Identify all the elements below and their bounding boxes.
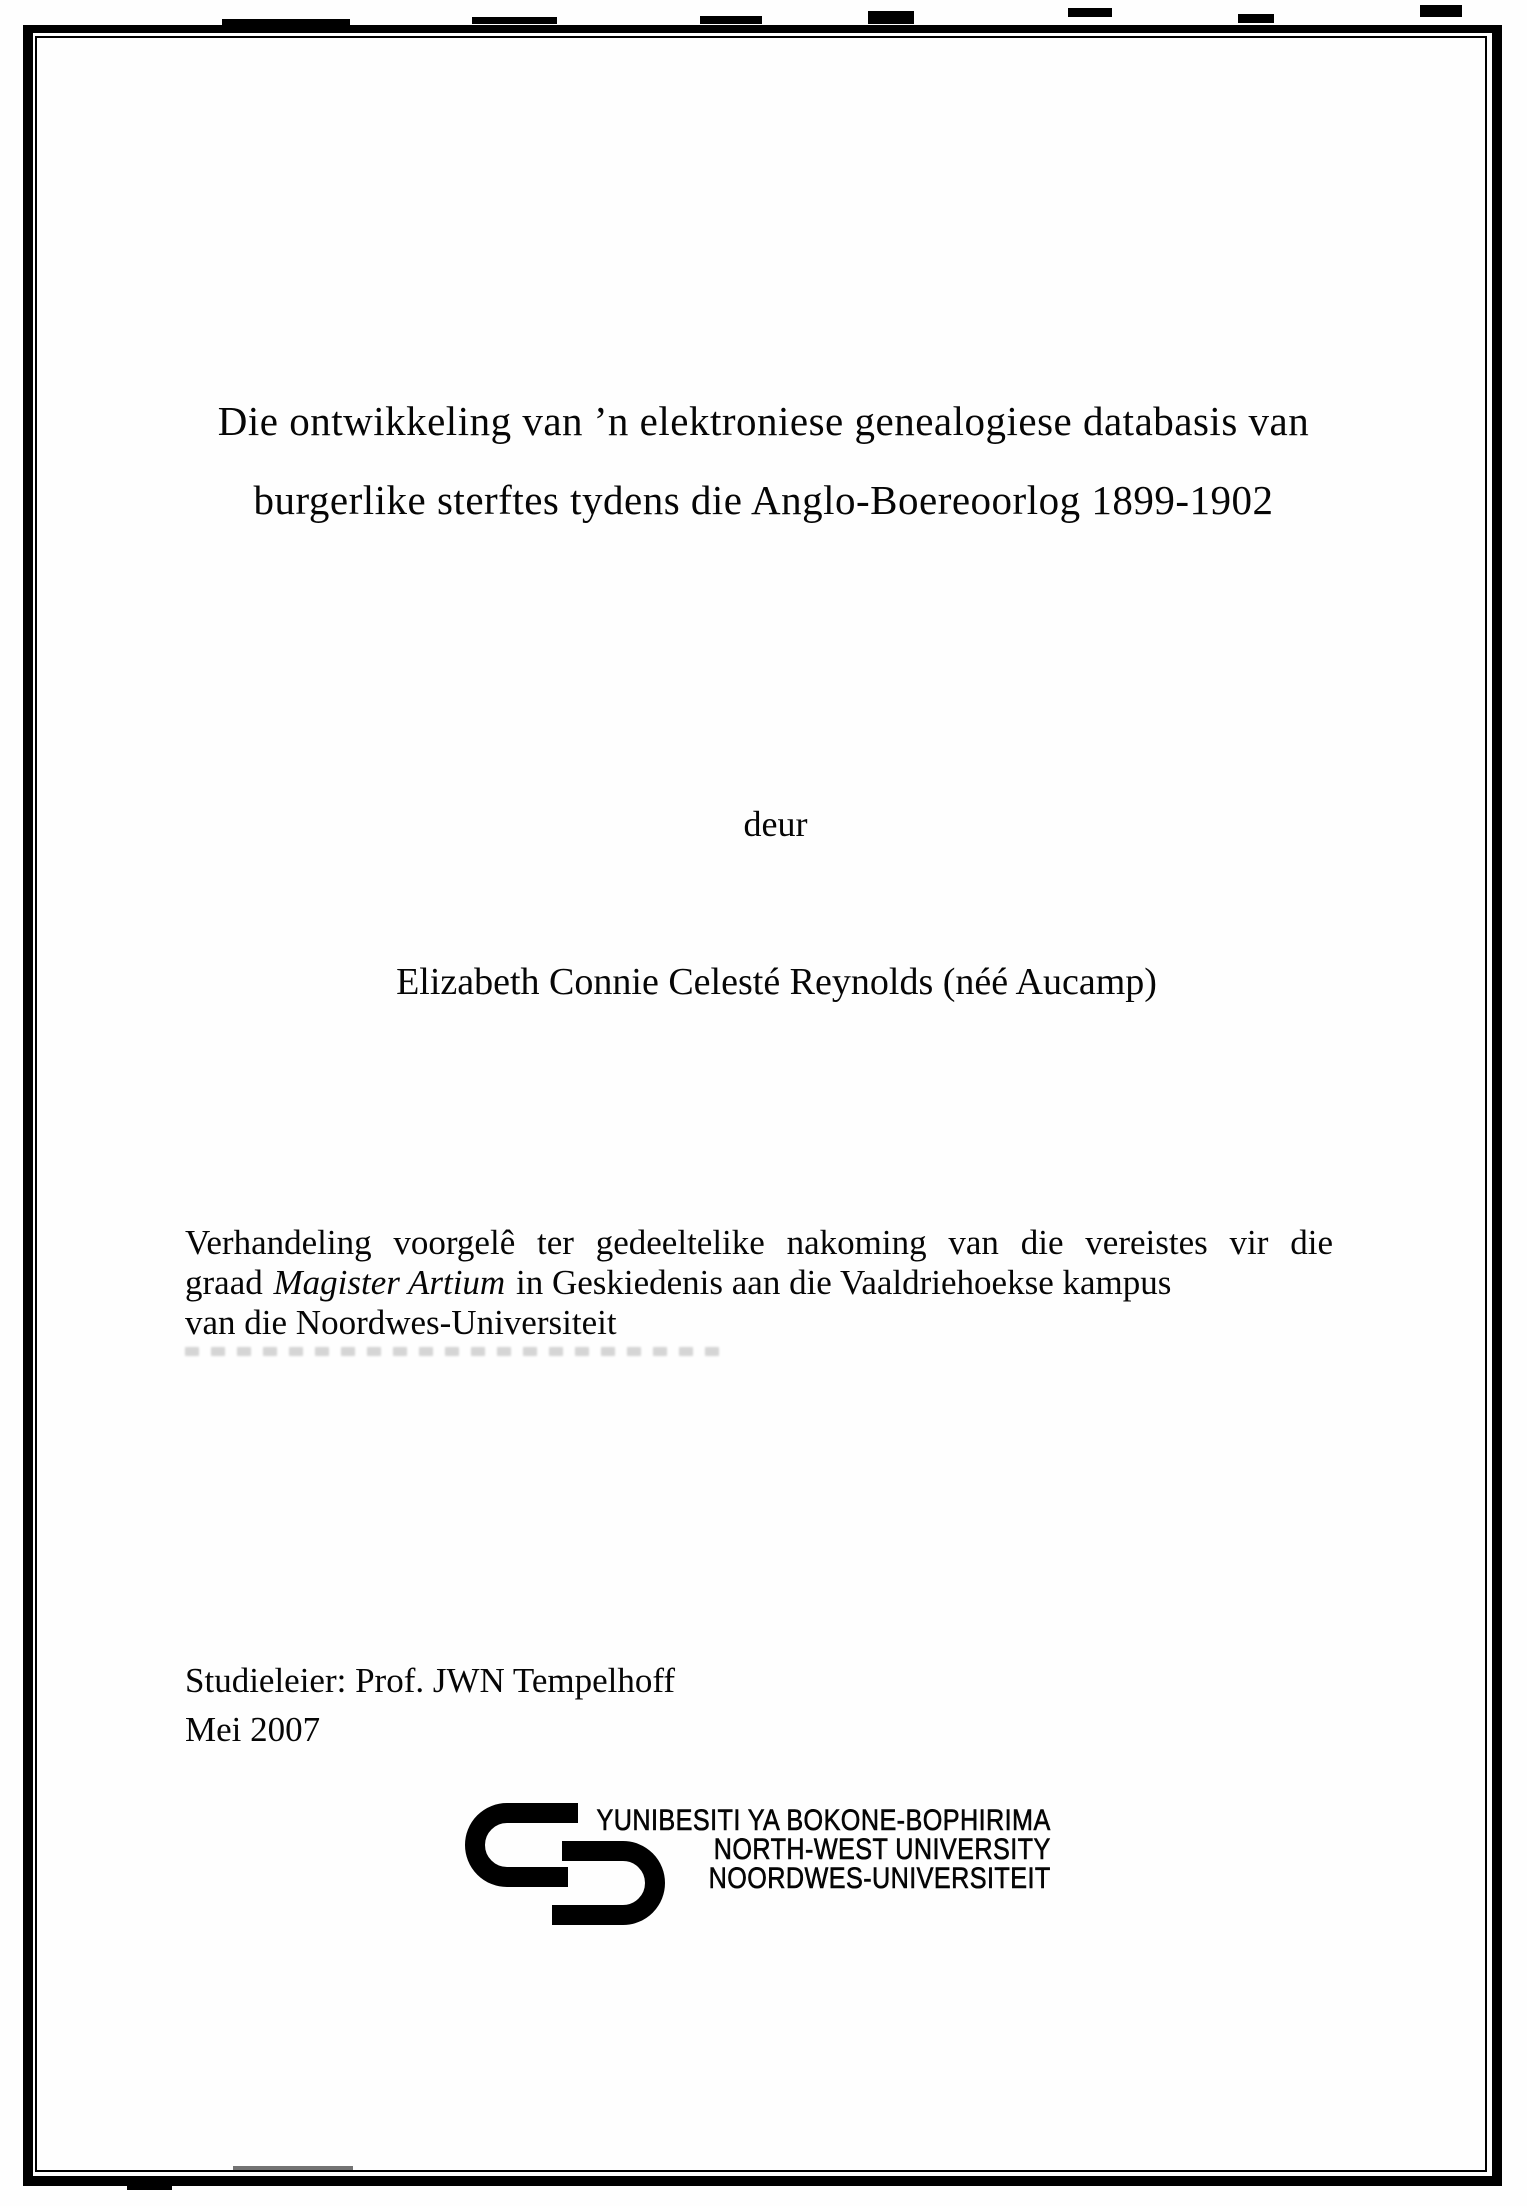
logo-line-english: NORTH-WEST UNIVERSITY [714,1833,1051,1866]
university-wordmark [597,1806,1051,1893]
degree-statement-line3: van die Noordwes-Universiteit [185,1303,617,1342]
thesis-title-line1: Die ontwikkeling van ’n elektroniese genealogiese databasis van [217,398,1310,444]
author-name: Elizabeth Connie Celesté Reynolds (néé Aucamp) [396,961,1157,1003]
scan-artifact [700,16,762,24]
degree-name-italic: Magister Artium [273,1263,506,1302]
scan-artifact [127,2183,172,2190]
scan-artifact [472,17,557,24]
date-line: Mei 2007 [185,1710,321,1749]
byline: deur [743,804,808,844]
supervisor-line: Studieleier: Prof. JWN Tempelhoff [185,1661,676,1700]
degree-statement [185,1223,1333,1343]
scan-artifact [868,11,914,24]
scan-artifact [1238,14,1274,23]
thesis-title-line2: burgerlike sterftes tydens die Anglo-Boereoorlog 1899-1902 [253,477,1274,523]
scan-artifact [222,19,350,25]
scan-artifact [1420,5,1462,17]
scan-artifact [233,2166,353,2170]
degree-statement-line2 [185,1263,1333,1303]
degree-statement-line2-pre: graad [185,1263,263,1302]
scan-artifact [1068,8,1112,17]
logo-line-afrikaans: NOORDWES-UNIVERSITEIT [708,1862,1051,1895]
degree-statement-line2-post: in Geskiedenis aan die Vaaldriehoekse kampus [515,1263,1172,1302]
logo-line-setswana: YUNIBESITI YA BOKONE-BOPHIRIMA [596,1804,1051,1837]
degree-statement-line1: Verhandeling voorgelê ter gedeeltelike nakoming van die vereistes vir die [185,1223,1333,1262]
scan-smudge [185,1347,730,1356]
supervisor-block [185,1656,675,1754]
thesis-title [95,382,1432,540]
